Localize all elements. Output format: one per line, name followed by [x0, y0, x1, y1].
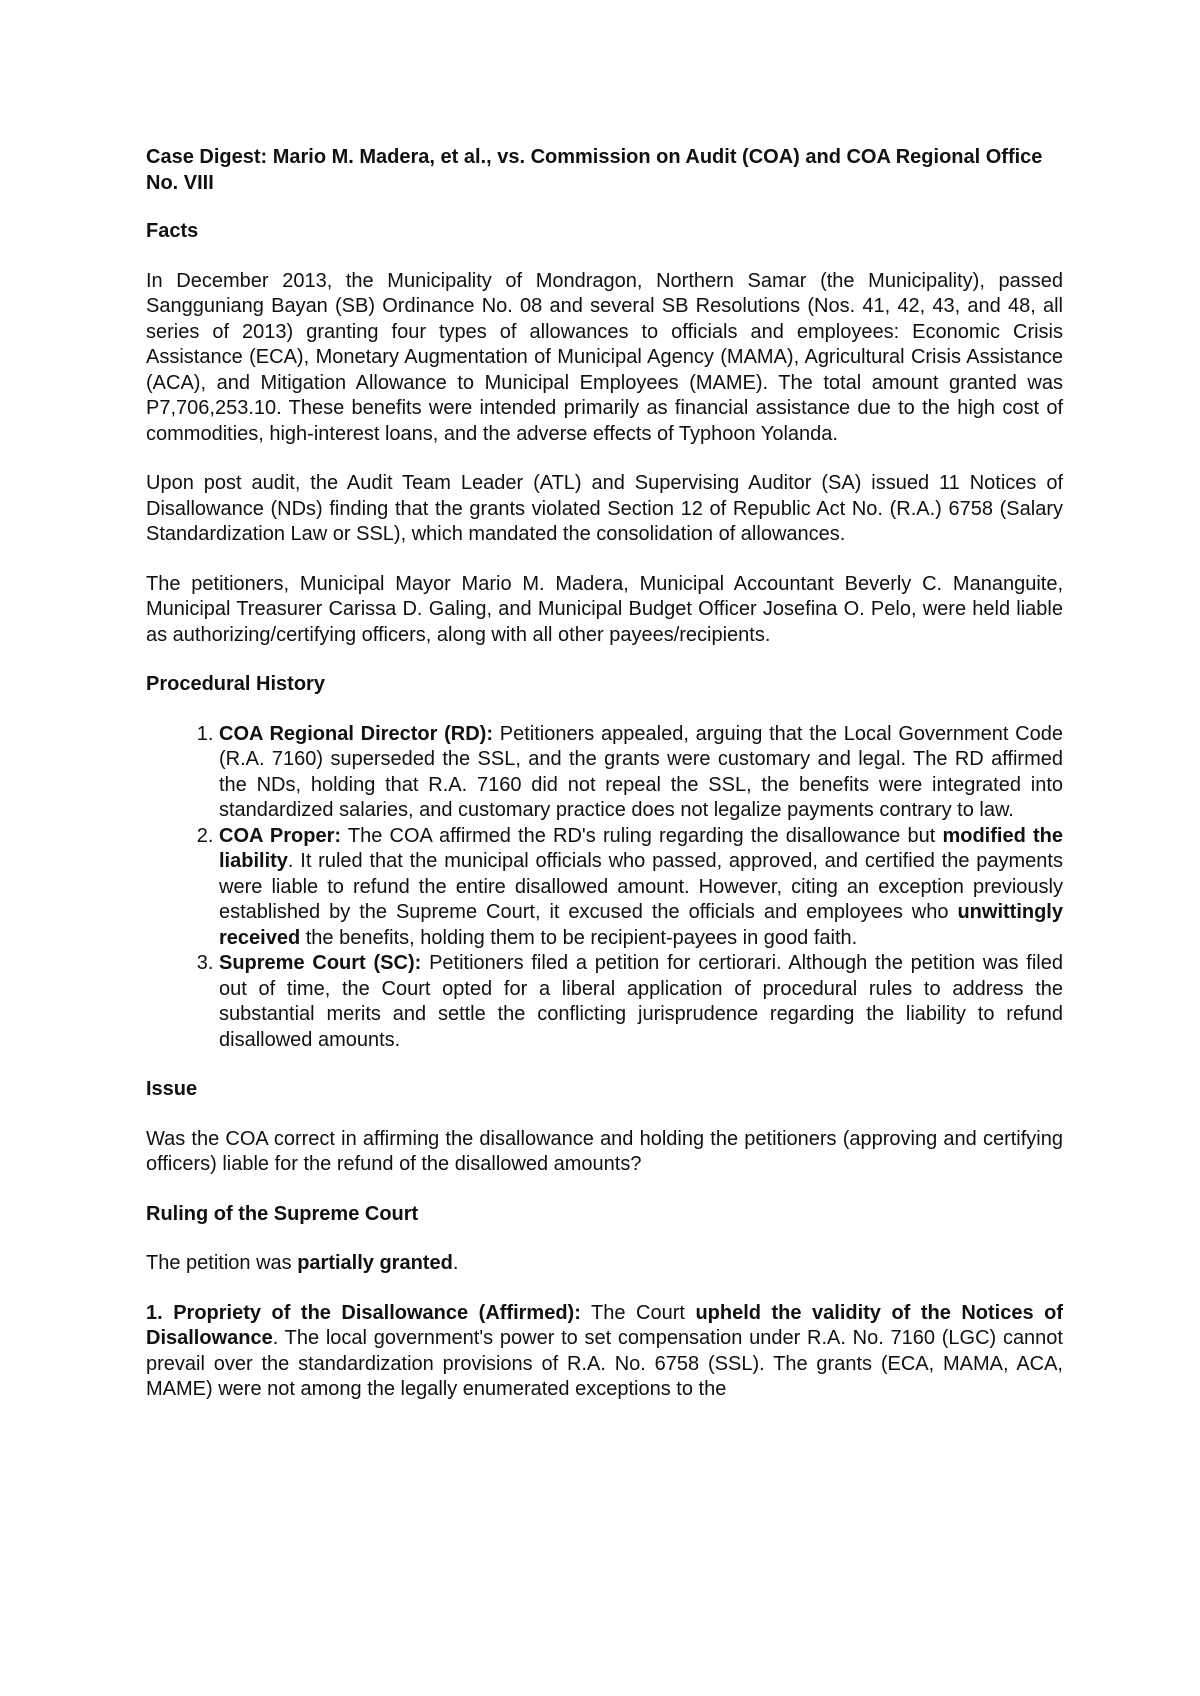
facts-paragraph-3: The petitioners, Municipal Mayor Mario M. Madera, Municipal Accountant Beverly C. Mananguite, Municipal Treasurer Carissa D. Galing, and Municipal Budget Officer Josefina O. Pelo, were held liable as authorizing/certifying officers, along with all other payees/recipients.	[146, 572, 1063, 646]
procedural-item-text: Petitioners appealed, arguing that the Local Government Code (R.A. 7160) superseded the SSL, and the grants were customary and legal. The RD affirmed the NDs, holding that R.A. 7160 did not repeal the SSL, the benefits were integrated into standardized salaries, and customary practice does not legalize payments contrary to law.	[219, 722, 1063, 821]
ruling-point-1-emphasis: upheld the validity of the Notices of Disallowance	[146, 1301, 1063, 1349]
facts-heading: Facts	[146, 220, 199, 242]
ruling-point-1-text: The Court	[580, 1301, 696, 1324]
issue-text: Was the COA correct in affirming the disallowance and holding the petitioners (approving and certifying officers) liable for the refund of the disallowed amounts?	[146, 1127, 1063, 1175]
procedural-item-text: Petitioners filed a petition for certiorari. Although the petition was filed out of time, the Court opted for a liberal application of procedural rules to address the substantial merits and settle the conflicting jurisprudence regarding the liability to refund disallowed amounts.	[219, 952, 1063, 1051]
procedural-item-emphasis: modified the liability	[219, 824, 1063, 872]
procedural-item-text: The COA affirmed the RD's ruling regarding the disallowance but	[341, 824, 943, 847]
facts-paragraph-2: Upon post audit, the Audit Team Leader (ATL) and Supervising Auditor (SA) issued 11 Notices of Disallowance (NDs) finding that the grants violated Section 12 of Republic Act No. (R.A.) 6758 (Salary Standardization Law or SSL), which mandated the consolidation of allowances.	[146, 472, 1063, 545]
ruling-point-1-label: 1. Propriety of the Disallowance (Affirmed):	[146, 1301, 581, 1324]
procedural-history-list	[146, 722, 1063, 1054]
ruling-heading: Ruling of the Supreme Court	[146, 1202, 419, 1225]
procedural-item-sc	[219, 951, 1063, 1053]
document-title: Case Digest: Mario M. Madera, et al., vs. Commission on Audit (COA) and COA Regional Office No. VIII	[146, 146, 1043, 194]
procedural-item-emphasis: unwittingly received	[219, 901, 1063, 949]
ruling-intro-text: The petition was	[146, 1252, 298, 1274]
ruling-intro	[146, 1251, 1063, 1277]
ruling-intro-end: .	[452, 1252, 459, 1274]
facts-paragraph-1: In December 2013, the Municipality of Mondragon, Northern Samar (the Municipality), passed Sangguniang Bayan (SB) Ordinance No. 08 and several SB Resolutions (Nos. 41, 42, 43, and 48, all series of 2013) granting four types of allowances to officials and employees: Economic Crisis Assistance (ECA), Monetary Augmentation of Municipal Agency (MAMA), Agricultural Crisis Assistance (ACA), and Mitigation Allowance to Municipal Employees (MAME). The total amount granted was P7,706,253.10. These benefits were intended primarily as financial assistance due to the high cost of commodities, high-interest loans, and the adverse effects of Typhoon Yolanda.	[146, 269, 1063, 445]
ruling-point-1	[146, 1301, 1063, 1403]
procedural-item-text: the benefits, holding them to be recipient-payees in good faith.	[300, 926, 858, 949]
document-content	[146, 145, 1063, 1427]
issue-heading: Issue	[146, 1078, 198, 1100]
procedural-item-label: COA Regional Director (RD):	[219, 722, 493, 745]
procedural-item-label: COA Proper:	[219, 824, 342, 847]
procedural-item-text: . It ruled that the municipal officials who passed, approved, and certified the payments were liable to refund the entire disallowed amount. However, citing an exception previously established by the Supreme Court, it excused the officials and employees who	[219, 850, 1063, 923]
procedural-item-coa-proper	[219, 824, 1063, 952]
procedural-item-rd	[219, 722, 1063, 824]
procedural-item-label: Supreme Court (SC):	[219, 952, 422, 974]
procedural-history-heading: Procedural History	[146, 673, 325, 695]
ruling-point-1-text: . The local government's power to set compensation under R.A. No. 7160 (LGC) cannot prevail over the standardization provisions of R.A. No. 6758 (SSL). The grants (ECA, MAMA, ACA, MAME) were not among the legally enumerated exceptions to the	[146, 1327, 1063, 1400]
ruling-intro-emphasis: partially granted	[297, 1252, 453, 1274]
